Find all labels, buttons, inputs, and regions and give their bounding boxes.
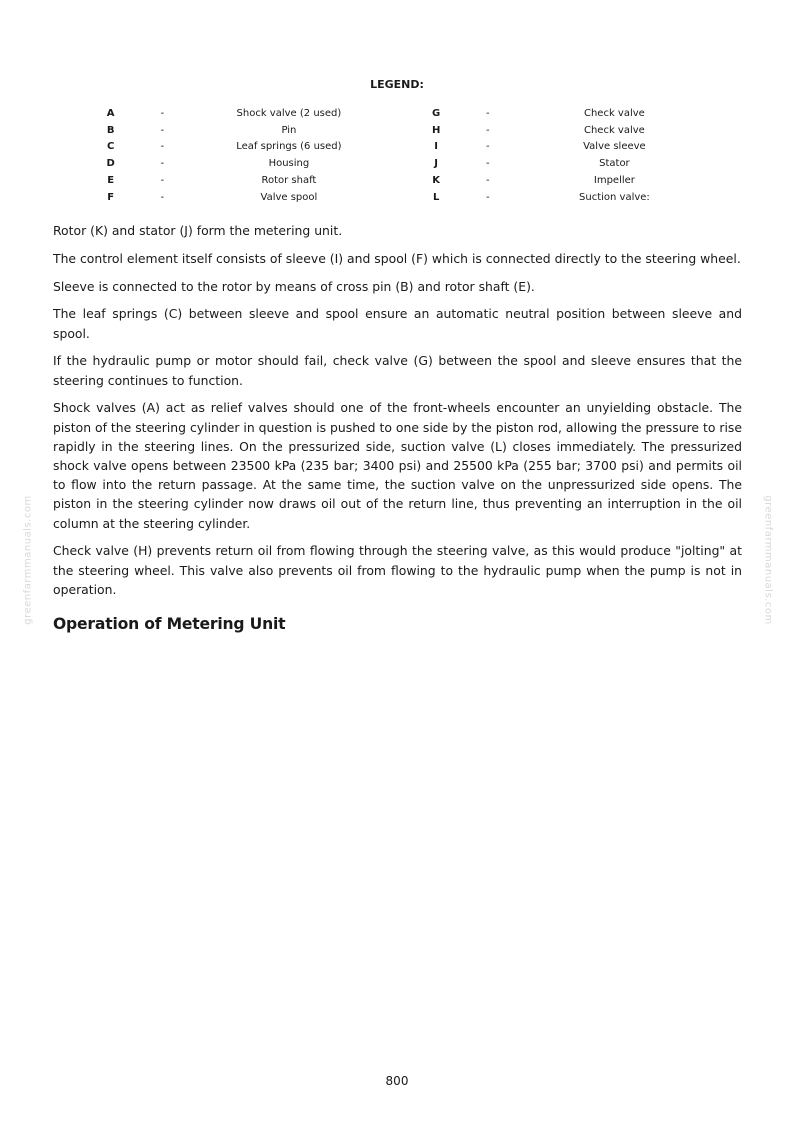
legend-value: Check valve (583, 124, 645, 136)
legend-key: B (106, 124, 115, 136)
legend-dash: - (486, 175, 490, 187)
body-text (53, 221, 742, 634)
legend-dash: - (486, 107, 490, 119)
legend-value: Housing (268, 158, 310, 170)
paragraph: Rotor (K) and stator (J) form the metering unit. (53, 223, 343, 238)
legend-value: Valve sleeve (583, 141, 646, 153)
watermark-left: greenfarmmanuals.com (22, 495, 34, 625)
section-heading: Operation of Metering Unit (53, 615, 286, 634)
legend-row (90, 139, 710, 156)
legend-row (90, 122, 710, 139)
page-number: 800 (385, 1074, 409, 1088)
paragraph: Check valve (H) prevents return oil from flowing through the steering valve, as this would produce "jolting" at the steering wheel. This valve also prevents oil from flowing to the hydraulic pump when the pump is not in operation. (53, 543, 742, 597)
legend-dash: - (160, 158, 165, 170)
legend-value: Leaf springs (6 used) (236, 141, 342, 153)
legend-row (90, 105, 710, 122)
legend-key: F (107, 191, 115, 203)
legend-key: J (434, 158, 439, 170)
paragraph: Shock valves (A) act as relief valves should one of the front-wheels encounter an unyielding obstacle. The piston of the steering cylinder in question is pushed to one side by the piston rod, allowing the pressure to rise rapidly in the steering lines. On the pressurized side, suction valve (L) closes immediately. The pressurized shock valve opens between 23500 kPa (235 bar; 3400 psi) and 25500 kPa (255 bar; 3700 psi) and permits oil to flow into the return passage. At the same time, the suction valve on the unpressurized side opens. The piston in the steering cylinder now draws oil out of the return line, thus preventing an interruption in the oil column at the steering cylinder. (53, 400, 742, 531)
legend-value: Rotor shaft (261, 175, 317, 187)
legend-dash: - (486, 124, 490, 136)
legend-table (90, 105, 710, 206)
legend-dash: - (160, 107, 165, 119)
legend-dash: - (160, 175, 165, 187)
legend-key: D (106, 158, 115, 170)
legend-row (90, 172, 710, 189)
legend-row (90, 155, 710, 172)
watermark-right: greenfarmmanuals.com (762, 495, 774, 625)
legend-key: C (106, 141, 115, 153)
paragraph: The leaf springs (C) between sleeve and spool ensure an automatic neutral position between sleeve and spool. (53, 306, 742, 341)
legend-key: E (107, 175, 115, 187)
legend-value: Valve spool (260, 191, 318, 203)
legend-value: Pin (281, 124, 297, 136)
legend-key: I (434, 141, 439, 153)
legend-value: Stator (599, 158, 630, 170)
legend-value: Shock valve (2 used) (236, 107, 342, 119)
paragraph: The control element itself consists of sleeve (I) and spool (F) which is connected directly to the steering wheel. (53, 250, 741, 266)
legend-dash: - (160, 191, 165, 203)
legend-dash: - (160, 141, 165, 153)
legend-dash: - (160, 124, 165, 136)
legend-key: K (432, 175, 441, 187)
legend-key: G (432, 107, 441, 119)
paragraph: Sleeve is connected to the rotor by means of cross pin (B) and rotor shaft (E). (53, 278, 535, 294)
paragraph: If the hydraulic pump or motor should fail, check valve (G) between the spool and sleeve ensures that the steering continues to function. (53, 353, 742, 388)
legend-row (90, 189, 710, 206)
legend-dash: - (486, 141, 490, 153)
legend-key: A (106, 107, 115, 119)
legend-value: Check valve (583, 107, 645, 119)
legend-title: LEGEND: (370, 78, 424, 91)
legend-value: Suction valve: (579, 191, 650, 203)
legend-key: H (431, 124, 441, 136)
legend-dash: - (486, 158, 490, 170)
legend-dash: - (486, 191, 490, 203)
legend-key: L (432, 191, 440, 203)
legend-value: Impeller (593, 175, 635, 187)
